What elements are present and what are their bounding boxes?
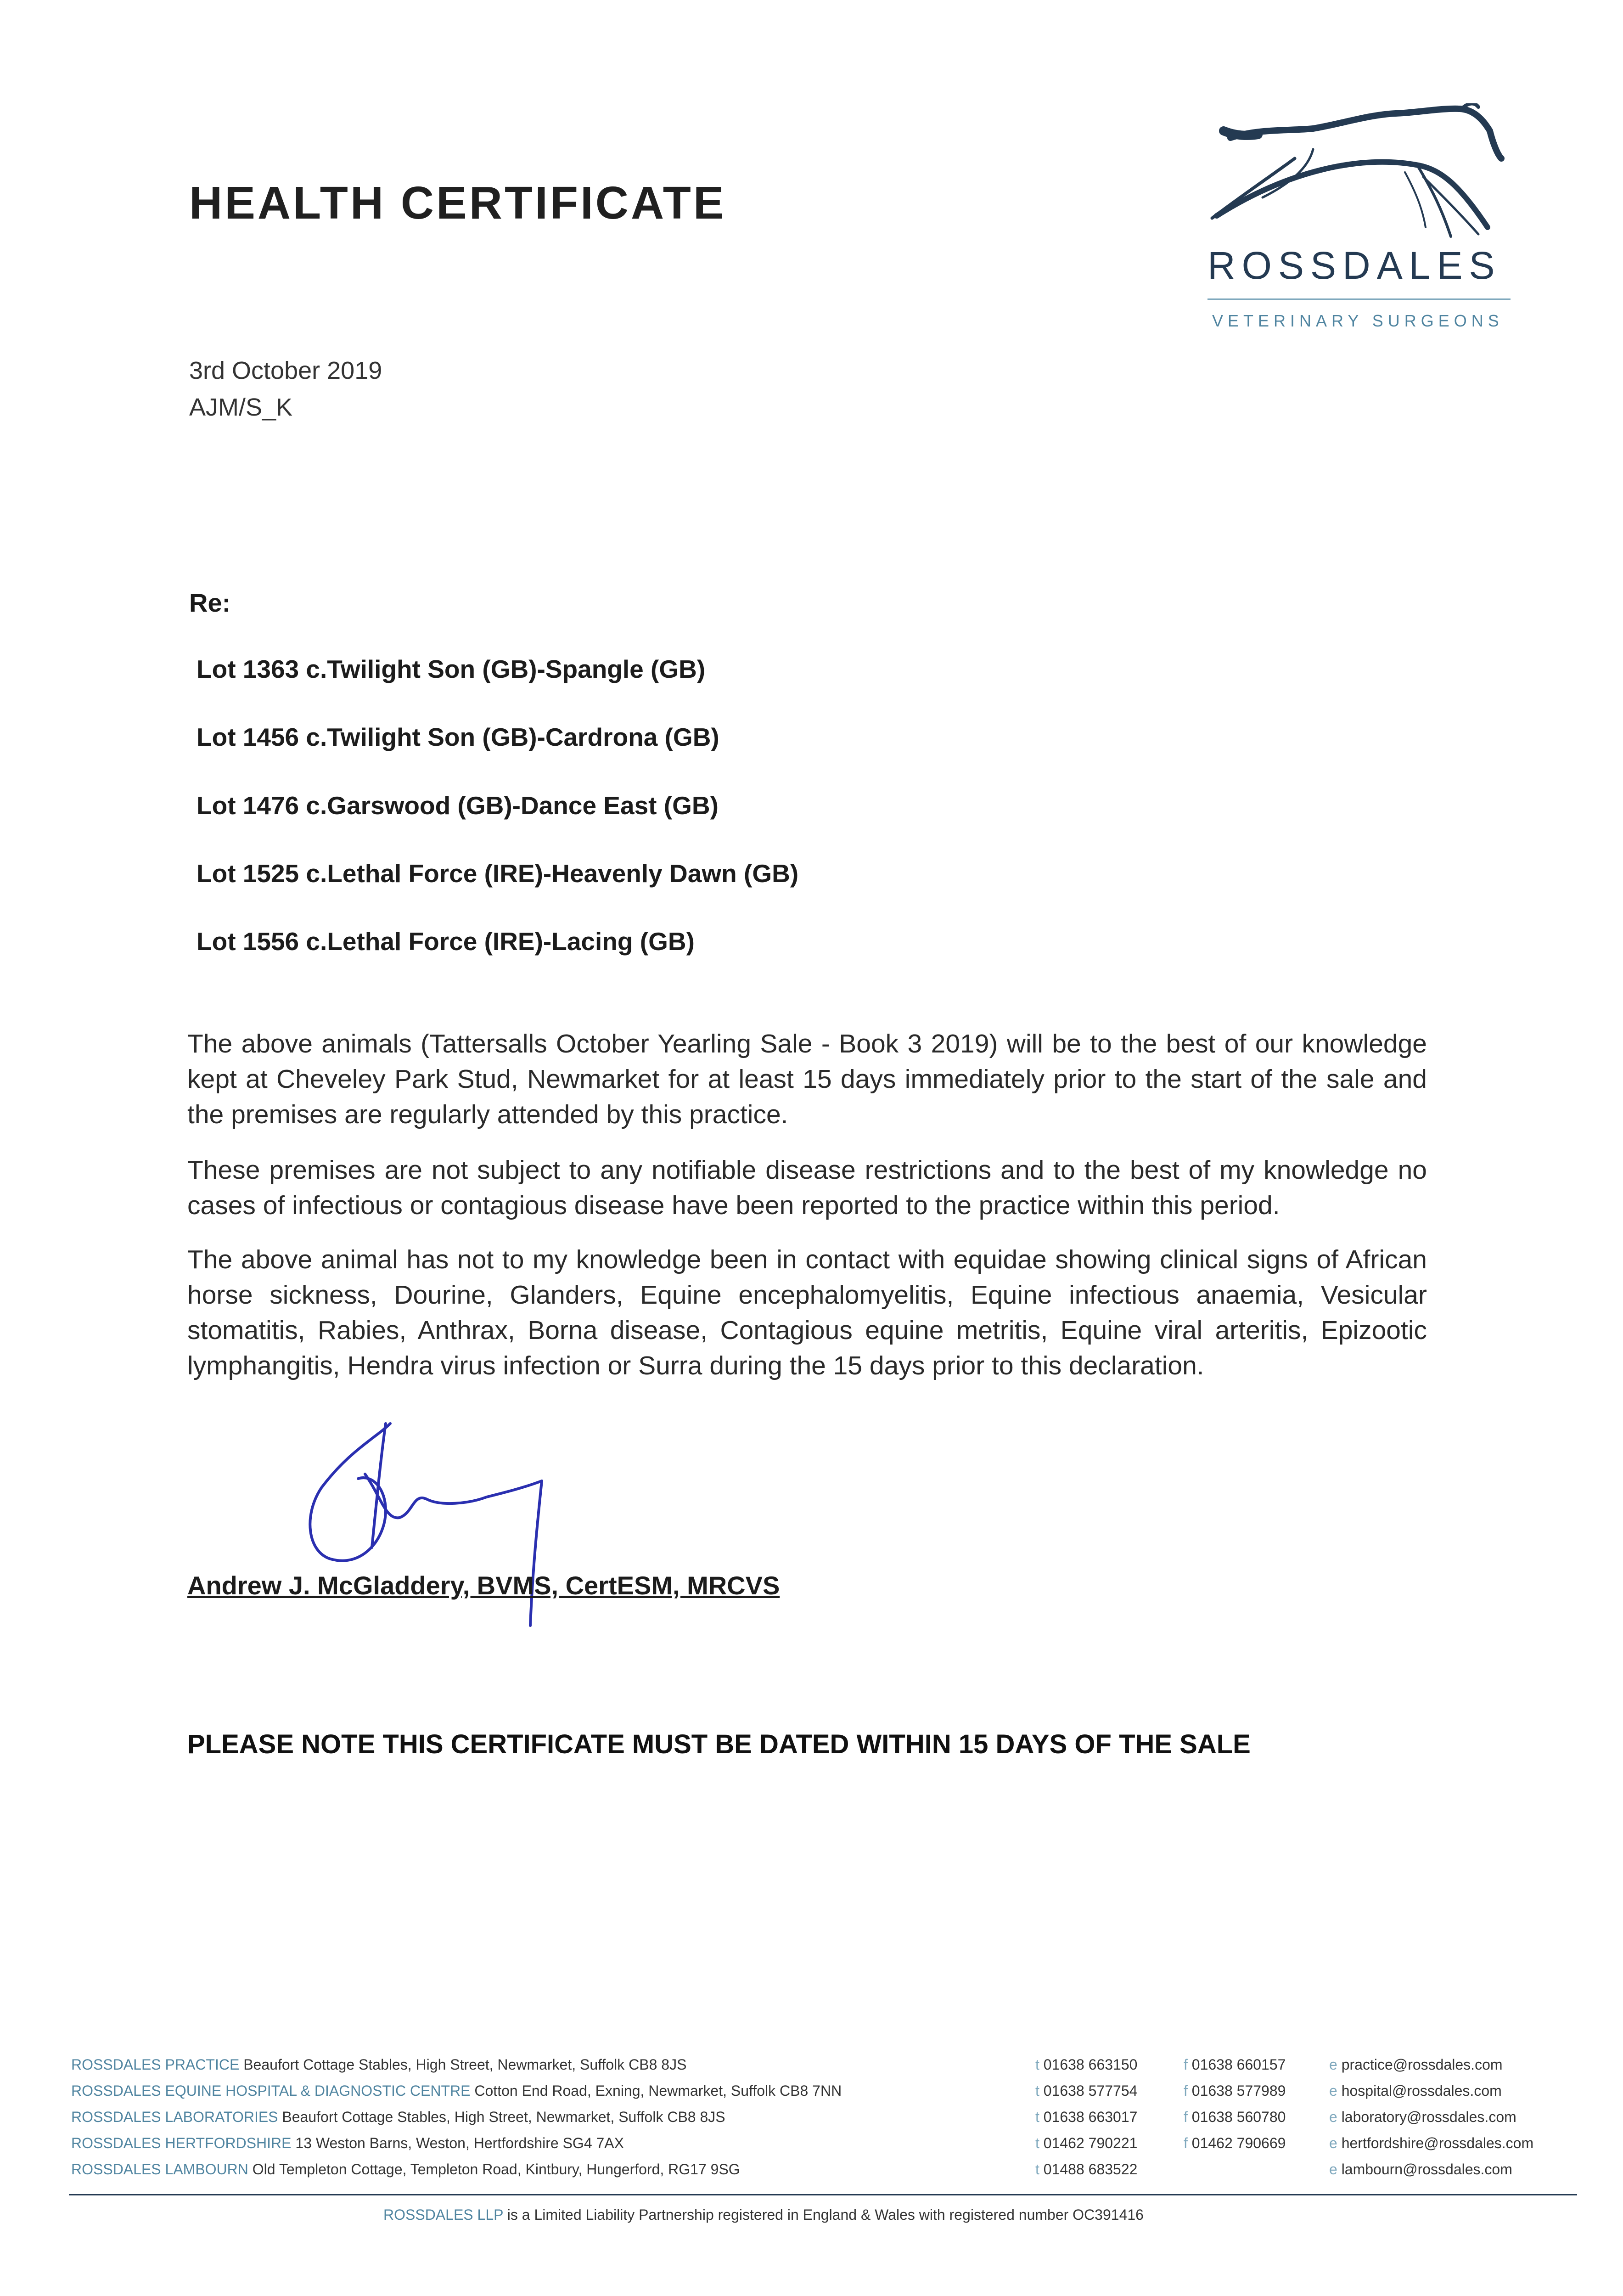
footer-tel: t 01462 790221 xyxy=(1035,2135,1138,2151)
footer-address: 13 Weston Barns, Weston, Hertfordshire SG4 7AX xyxy=(295,2135,624,2151)
footer-fax: f 01638 660157 xyxy=(1184,2056,1286,2073)
logo-divider xyxy=(1207,298,1511,300)
page-title: HEALTH CERTIFICATE xyxy=(189,177,726,229)
footer-address: Old Templeton Cottage, Templeton Road, Kintbury, Hungerford, RG17 9SG xyxy=(252,2161,740,2178)
footer-llp-org: ROSSDALES LLP xyxy=(383,2206,503,2223)
lot-item: Lot 1476 c.Garswood (GB)-Dance East (GB) xyxy=(197,791,719,820)
footer-row xyxy=(71,2082,842,2099)
re-label: Re: xyxy=(189,588,231,617)
footer-email[interactable]: e hospital@rossdales.com xyxy=(1329,2082,1502,2099)
footer-llp-text: is a Limited Liability Partnership registered in England & Wales with registered number OC391416 xyxy=(507,2206,1144,2223)
lot-item: Lot 1525 c.Lethal Force (IRE)-Heavenly Dawn (GB) xyxy=(197,859,799,888)
footer-row xyxy=(71,2161,740,2178)
footer-tel: t 01638 663150 xyxy=(1035,2056,1138,2073)
body-paragraph: These premises are not subject to any notifiable disease restrictions and to the best of my knowledge no cases of infectious or contagious disease have been reported to the practice within this period. xyxy=(187,1155,1427,1220)
footer-tel: t 01488 683522 xyxy=(1035,2161,1138,2178)
footer-fax: f 01638 560780 xyxy=(1184,2109,1286,2125)
footer-tel: t 01638 663017 xyxy=(1035,2109,1138,2125)
body-paragraph: The above animals (Tattersalls October Yearling Sale - Book 3 2019) will be to the best of our knowledge kept at Cheveley Park Stud, Newmarket for at least 15 days immediately prior to the start of the sale and the premises are regularly attended by this practice. xyxy=(187,1029,1427,1129)
footer-org: ROSSDALES LABORATORIES xyxy=(71,2109,278,2125)
body-paragraph: The above animal has not to my knowledge been in contact with equidae showing clinical signs of African horse sickness, Dourine, Glanders, Equine encephalomyelitis, Equine infectious anaemia, Vesicular stomatitis, Rabies, Anthrax, Borna disease, Contagious equine metritis, Equine viral arteritis, Epizootic lymphangitis, Hendra virus infection or Surra during the 15 days prior to this declaration. xyxy=(187,1245,1427,1380)
footer-row xyxy=(71,2056,686,2073)
logo-wordmark: ROSSDALES xyxy=(1207,244,1501,287)
footer-address: Beaufort Cottage Stables, High Street, Newmarket, Suffolk CB8 8JS xyxy=(243,2056,687,2073)
footer-address: Beaufort Cottage Stables, High Street, Newmarket, Suffolk CB8 8JS xyxy=(282,2109,725,2125)
lot-item: Lot 1456 c.Twilight Son (GB)-Cardrona (GB) xyxy=(197,723,719,751)
footer-email[interactable]: e hertfordshire@rossdales.com xyxy=(1329,2135,1534,2151)
footer-org: ROSSDALES LAMBOURN xyxy=(71,2161,248,2178)
lot-item: Lot 1556 c.Lethal Force (IRE)-Lacing (GB) xyxy=(197,927,695,956)
footer-divider xyxy=(69,2194,1577,2195)
footer-row xyxy=(71,2135,624,2152)
footer-org: ROSSDALES EQUINE HOSPITAL & DIAGNOSTIC CENTRE xyxy=(71,2082,471,2099)
footer-row xyxy=(71,2109,725,2126)
dating-notice: PLEASE NOTE THIS CERTIFICATE MUST BE DATED WITHIN 15 DAYS OF THE SALE xyxy=(187,1729,1251,1759)
letter-date: 3rd October 2019 xyxy=(189,357,382,384)
signature-mark xyxy=(294,1419,643,1667)
logo-subtitle: VETERINARY SURGEONS xyxy=(1212,311,1504,330)
footer-org: ROSSDALES HERTFORDSHIRE xyxy=(71,2135,292,2151)
signer-name: Andrew J. McGladdery, BVMS, CertESM, MRCVS xyxy=(187,1571,780,1600)
footer-fax: f 01638 577989 xyxy=(1184,2082,1286,2099)
footer-address: Cotton End Road, Exning, Newmarket, Suffolk CB8 7NN xyxy=(474,2082,842,2099)
footer-email[interactable]: e laboratory@rossdales.com xyxy=(1329,2109,1516,2125)
footer-org: ROSSDALES PRACTICE xyxy=(71,2056,240,2073)
horse-logo-icon xyxy=(1203,103,1506,259)
footer-tel: t 01638 577754 xyxy=(1035,2082,1138,2099)
lot-item: Lot 1363 c.Twilight Son (GB)-Spangle (GB) xyxy=(197,655,706,683)
footer-fax: f 01462 790669 xyxy=(1184,2135,1286,2151)
letter-reference: AJM/S_K xyxy=(189,394,293,421)
footer-email[interactable]: e lambourn@rossdales.com xyxy=(1329,2161,1512,2178)
footer-email[interactable]: e practice@rossdales.com xyxy=(1329,2056,1503,2073)
footer-legal xyxy=(383,2206,1144,2223)
